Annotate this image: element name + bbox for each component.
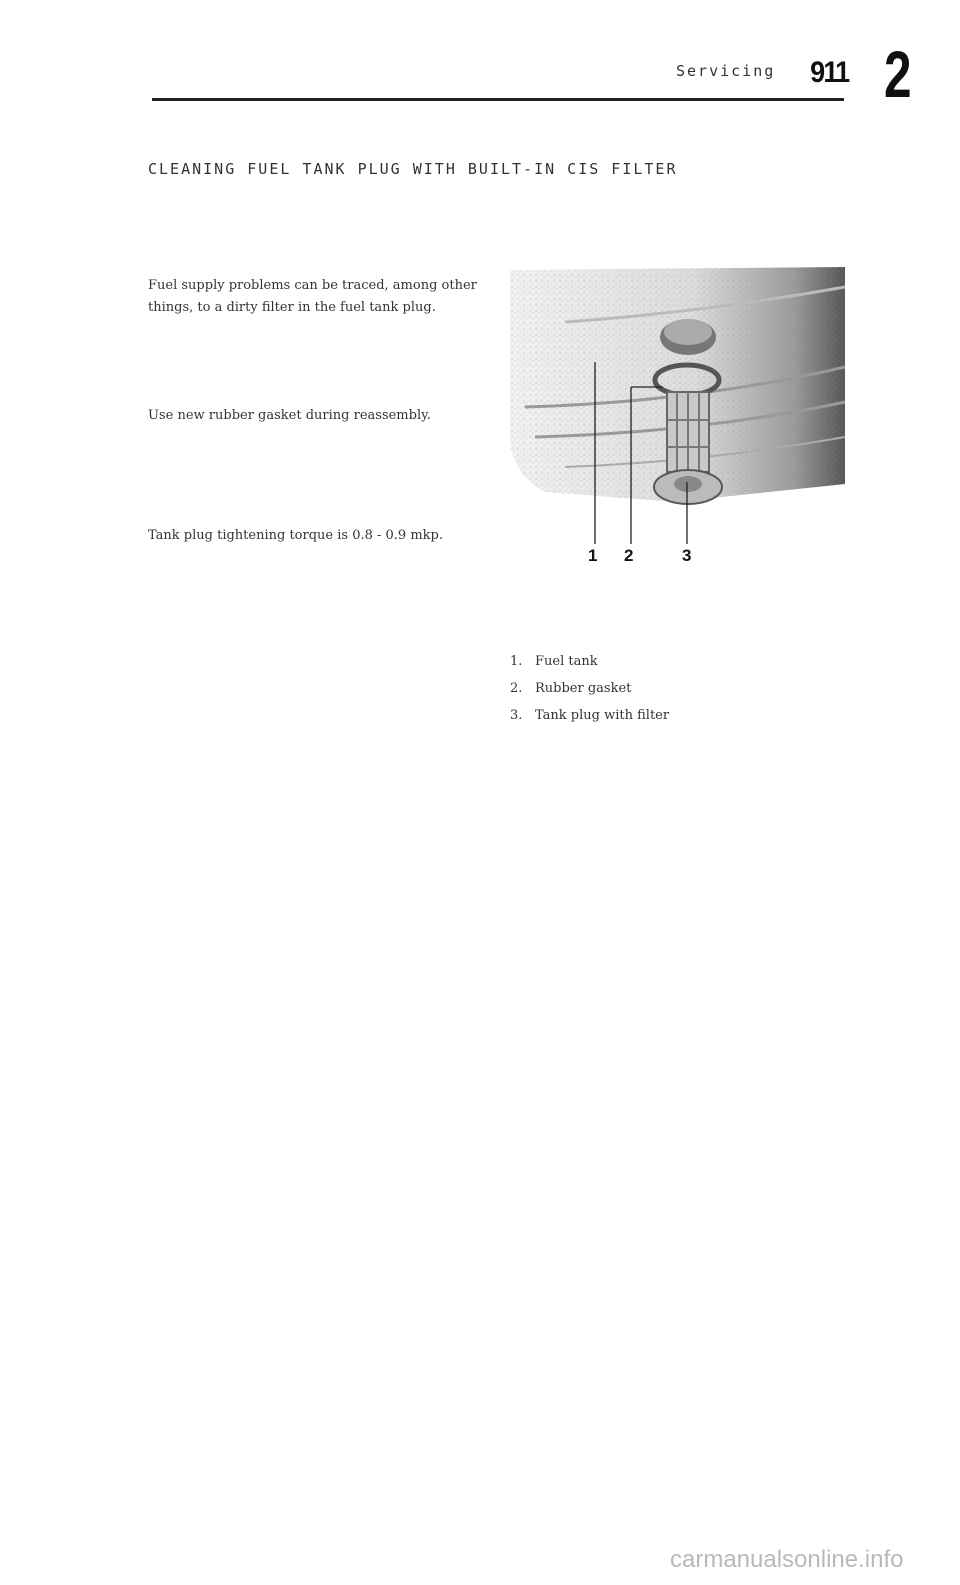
section-name: Servicing xyxy=(676,62,776,80)
paragraph-gasket: Use new rubber gasket during reassembly. xyxy=(148,408,431,423)
legend-item xyxy=(510,675,669,702)
model-number: 911 xyxy=(810,56,849,89)
page-title: CLEANING FUEL TANK PLUG WITH BUILT-IN CIS FILTER xyxy=(148,160,678,178)
legend-label: Rubber gasket xyxy=(535,681,632,696)
legend-number: 2. xyxy=(510,681,523,696)
legend-label: Fuel tank xyxy=(535,654,598,669)
legend-number: 3. xyxy=(510,708,523,723)
legend-label: Tank plug with filter xyxy=(535,708,670,723)
chapter-number: 2 xyxy=(884,37,912,111)
figure-legend xyxy=(510,648,669,729)
legend-number: 1. xyxy=(510,654,523,669)
paragraph-torque: Tank plug tightening torque is 0.8 - 0.9 mkp. xyxy=(148,528,443,543)
fuel-tank-figure xyxy=(505,262,850,582)
callout-3: 3 xyxy=(682,546,692,565)
callout-1: 1 xyxy=(588,546,598,565)
header-rule xyxy=(152,98,844,101)
legend-item xyxy=(510,648,669,675)
tank-cap xyxy=(660,319,716,355)
paragraph-fuel-supply: Fuel supply problems can be traced, among other things, to a dirty filter in the fuel tank plug. xyxy=(148,278,477,315)
legend-item xyxy=(510,702,669,729)
watermark: carmanualsonline.info xyxy=(670,1546,904,1573)
callout-2: 2 xyxy=(624,546,634,565)
